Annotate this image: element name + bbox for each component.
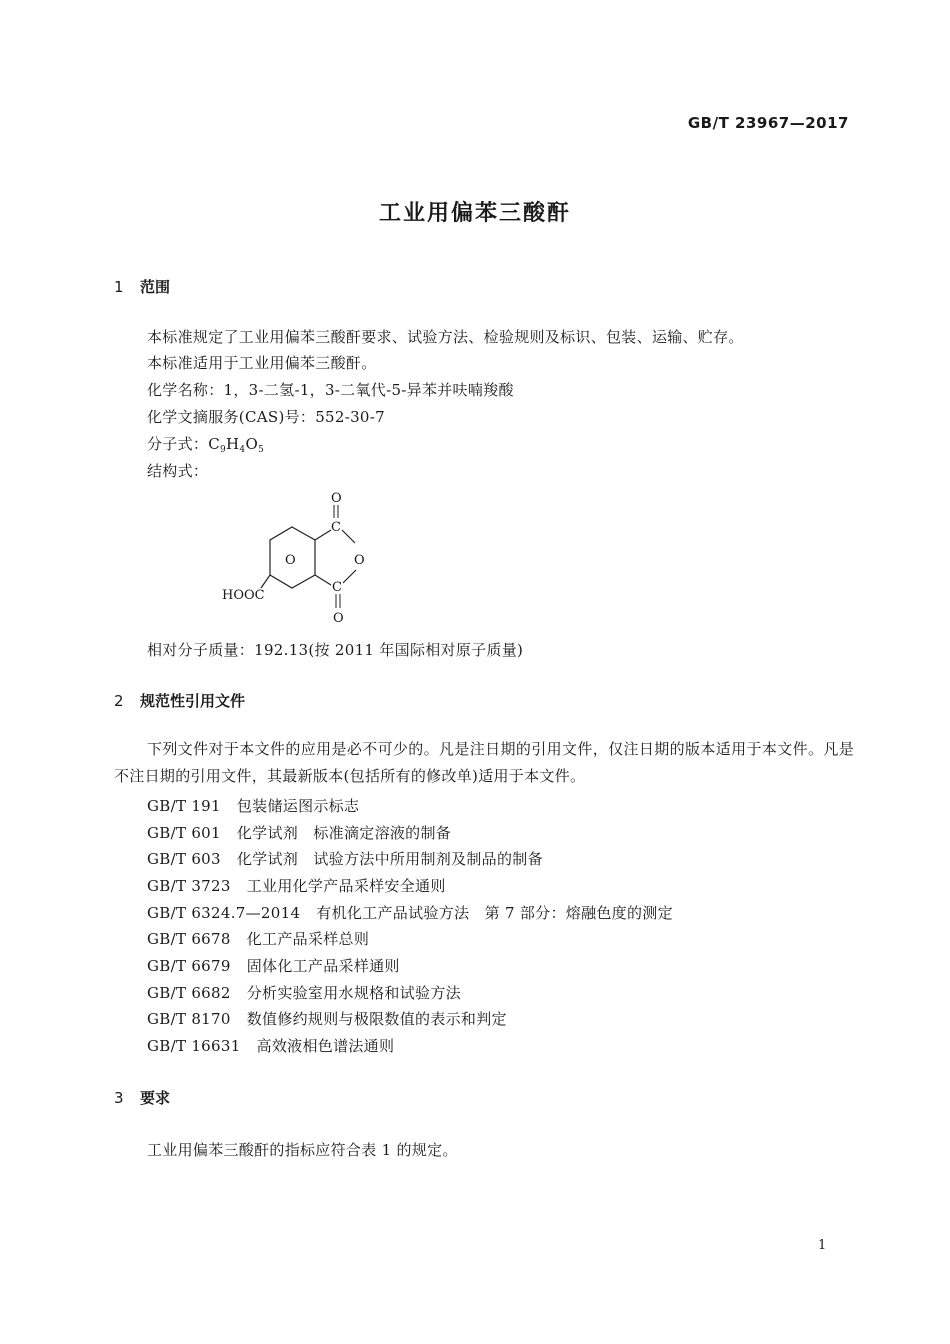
reference-item [147, 822, 451, 843]
formula-label: 分子式： [147, 435, 209, 453]
document-title: 工业用偏苯三酸酐 [378, 201, 571, 226]
section-title: 要求 [140, 1089, 171, 1107]
reference-code: GB/T 603 [147, 850, 221, 868]
molecular-mass: 相对分子质量：192.13(按 2011 年国际相对原子质量) [147, 641, 524, 659]
reference-code: GB/T 8170 [147, 1010, 231, 1028]
reference-code: GB/T 6682 [147, 984, 231, 1002]
reference-code: GB/T 16631 [147, 1037, 241, 1055]
section-title: 规范性引用文件 [140, 692, 246, 710]
section-heading-2 [114, 690, 245, 711]
carbonyl-oxygen-top: O [331, 491, 342, 506]
bond-ring-c-top [315, 530, 331, 540]
chemical-name: 化学名称：1，3-二氢-1，3-二氧代-5-异苯并呋喃羧酸 [147, 381, 514, 399]
reference-item [147, 982, 461, 1003]
bond-ring-hooc [261, 575, 270, 588]
carbon-top: C [331, 520, 341, 535]
formula-o: O [245, 435, 259, 453]
carboxyl-group: HOOC [222, 588, 265, 603]
reference-code: GB/T 601 [147, 824, 221, 842]
reference-code: GB/T 191 [147, 797, 221, 815]
reference-title: 工业用化学产品采样安全通则 [246, 877, 446, 895]
requirements-line: 工业用偏苯三酸酐的指标应符合表 1 的规定。 [147, 1141, 458, 1159]
bond-c-top-o [342, 530, 355, 543]
standard-code: GB/T 23967—2017 [687, 114, 849, 132]
structural-formula [215, 485, 375, 625]
carbon-bottom: C [332, 580, 342, 595]
reference-item [147, 928, 369, 949]
reference-title: 有机化工产品试验方法 第 7 部分：熔融色度的测定 [316, 904, 673, 922]
formula-h: H [226, 435, 240, 453]
reference-title: 高效液相色谱法通则 [256, 1037, 395, 1055]
reference-item [147, 875, 446, 896]
reference-item [147, 1008, 507, 1029]
reference-title: 化学试剂 标准滴定溶液的制备 [236, 824, 452, 842]
reference-code: GB/T 6678 [147, 930, 231, 948]
reference-item [147, 795, 359, 816]
section-heading-1 [114, 276, 170, 297]
reference-item [147, 848, 543, 869]
section-heading-3 [114, 1087, 170, 1108]
section-number: 3 [114, 1089, 124, 1107]
formula-c-count: 9 [219, 445, 227, 455]
reference-item [147, 902, 673, 923]
reference-title: 分析实验室用水规格和试验方法 [246, 984, 461, 1002]
cas-number: 化学文摘服务(CAS)号：552-30-7 [147, 408, 385, 426]
reference-title: 固体化工产品采样通则 [246, 957, 400, 975]
reference-item [147, 955, 400, 976]
page-number: 1 [818, 1238, 827, 1253]
formula-o-count: 5 [258, 445, 265, 455]
molecular-formula [147, 433, 264, 455]
scope-line-1: 本标准规定了工业用偏苯三酸酐要求、试验方法、检验规则及标识、包装、运输、贮存。 [147, 328, 744, 346]
reference-item [147, 1035, 394, 1056]
structure-label: 结构式： [147, 462, 209, 480]
normative-intro: 下列文件对于本文件的应用是必不可少的。凡是注日期的引用文件，仅注日期的版本适用于本文件。凡是不注日期的引用文件，其最新版本(包括所有的修改单)适用于本文件。 [114, 740, 854, 785]
scope-line-2: 本标准适用于工业用偏苯三酸酐。 [147, 354, 377, 372]
carbonyl-oxygen-bottom: O [333, 611, 344, 625]
anhydride-oxygen: O [354, 553, 365, 568]
reference-title: 化学试剂 试验方法中所用制剂及制品的制备 [236, 850, 543, 868]
section-title: 范围 [140, 278, 171, 296]
section-number: 1 [114, 278, 124, 296]
reference-title: 化工产品采样总则 [246, 930, 370, 948]
reference-title: 数值修约规则与极限数值的表示和判定 [246, 1010, 507, 1028]
reference-title: 包装储运图示标志 [236, 797, 360, 815]
bond-ring-c-bottom [315, 575, 331, 585]
formula-h-count: 4 [239, 445, 246, 455]
ring-label: O [285, 553, 296, 568]
reference-code: GB/T 3723 [147, 877, 231, 895]
reference-code: GB/T 6679 [147, 957, 231, 975]
bond-o-c-bottom [343, 570, 356, 583]
reference-code: GB/T 6324.7—2014 [147, 904, 301, 922]
section-number: 2 [114, 692, 124, 710]
formula-c: C [208, 435, 220, 453]
